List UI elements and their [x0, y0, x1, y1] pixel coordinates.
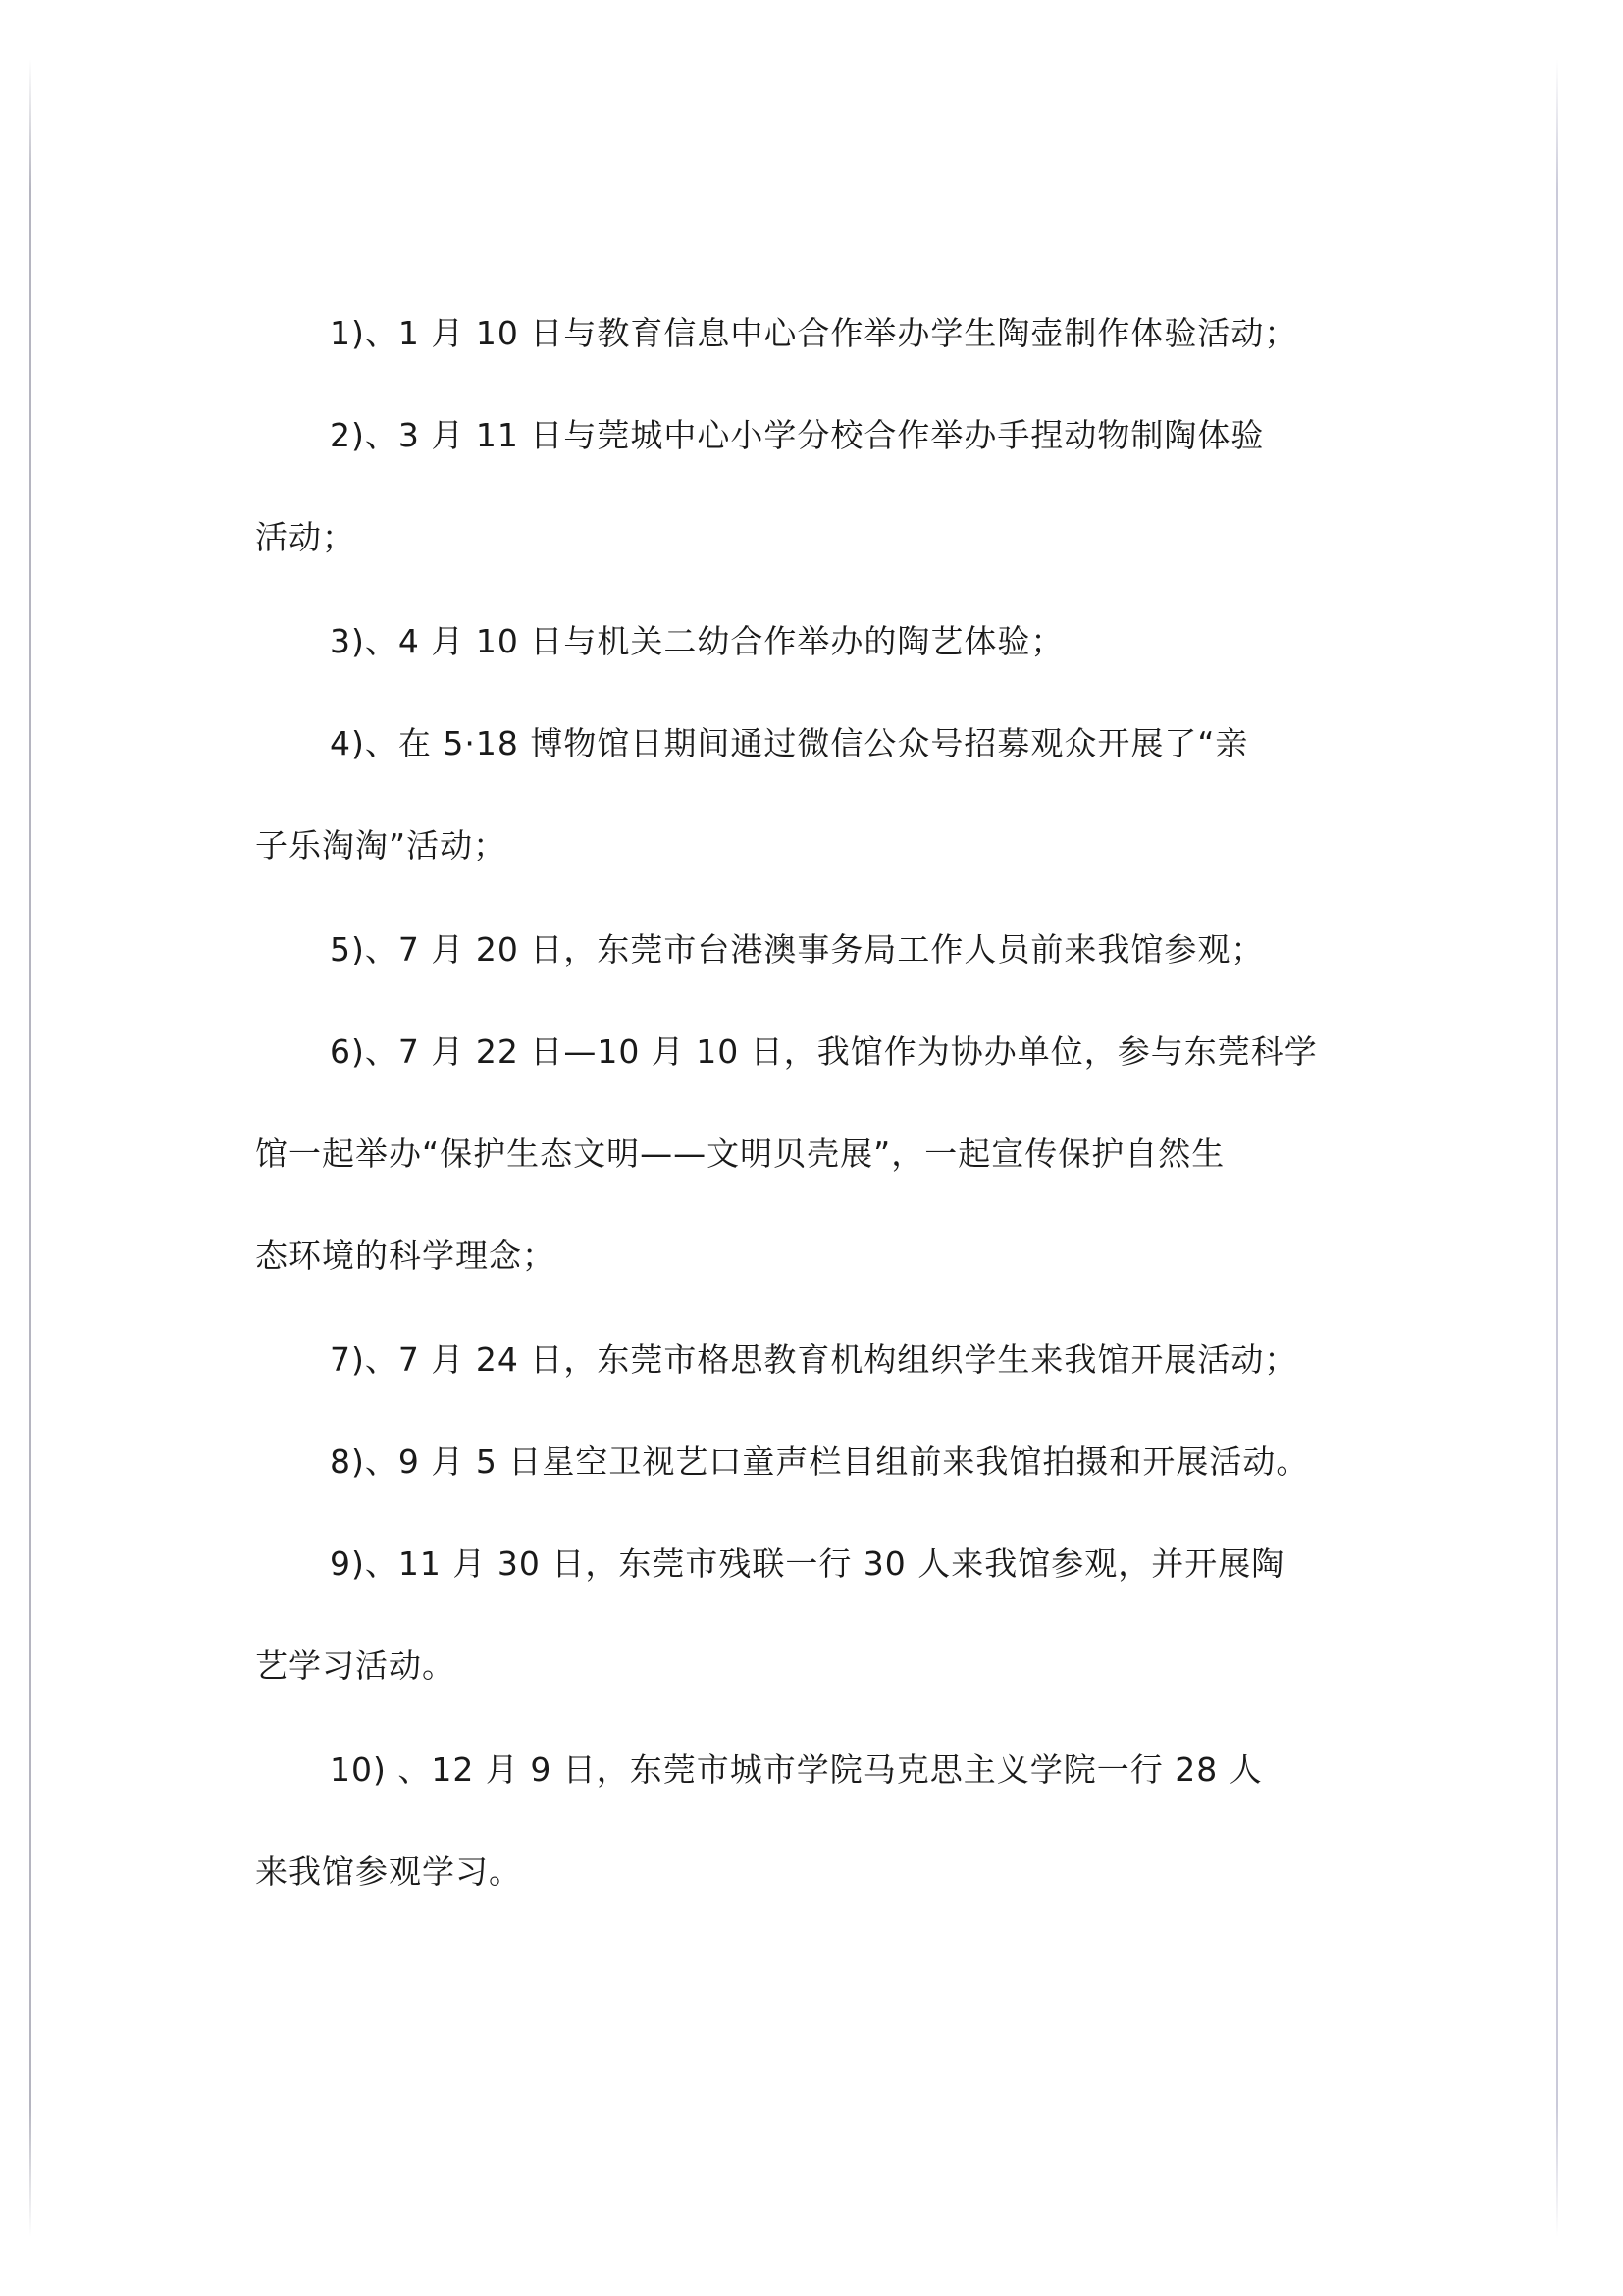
item-9-line-2: 艺学习活动。 — [255, 1646, 455, 1685]
item-7-line-1: 7)、7 月 24 日，东莞市格思教育机构组织学生来我馆开展活动； — [330, 1340, 1298, 1379]
item-4-line-1: 4)、在 5·18 博物馆日期间通过微信公众号招募观众开展了“亲 — [330, 724, 1249, 762]
item-9-line-1: 9)、11 月 30 日，东莞市残联一行 30 人来我馆参观，并开展陶 — [330, 1544, 1285, 1583]
item-10-line-1: 10) 、12 月 9 日，东莞市城市学院马克思主义学院一行 28 人 — [330, 1750, 1263, 1789]
scan-edge-left — [29, 59, 31, 2237]
item-6-line-1: 6)、7 月 22 日—10 月 10 日，我馆作为协办单位，参与东莞科学 — [330, 1032, 1318, 1070]
item-3-line-1: 3)、4 月 10 日与机关二幼合作举办的陶艺体验； — [330, 622, 1065, 660]
item-1-line-1: 1)、1 月 10 日与教育信息中心合作举办学生陶壶制作体验活动； — [330, 314, 1298, 352]
item-4-line-2: 子乐淘淘”活动； — [255, 826, 507, 864]
scan-edge-right — [1556, 59, 1558, 2237]
item-6-line-2: 馆一起举办“保护生态文明——文明贝壳展”，一起宣传保护自然生 — [255, 1134, 1226, 1173]
item-2-line-1: 2)、3 月 11 日与莞城中心小学分校合作举办手捏动物制陶体验 — [330, 416, 1265, 454]
item-10-line-2: 来我馆参观学习。 — [255, 1852, 522, 1891]
item-6-line-3: 态环境的科学理念； — [255, 1236, 555, 1275]
item-8-line-1: 8)、9 月 5 日星空卫视艺口童声栏目组前来我馆拍摄和开展活动。 — [330, 1442, 1310, 1481]
item-2-line-2: 活动； — [255, 518, 355, 556]
item-5-line-1: 5)、7 月 20 日，东莞市台港澳事务局工作人员前来我馆参观； — [330, 930, 1265, 968]
